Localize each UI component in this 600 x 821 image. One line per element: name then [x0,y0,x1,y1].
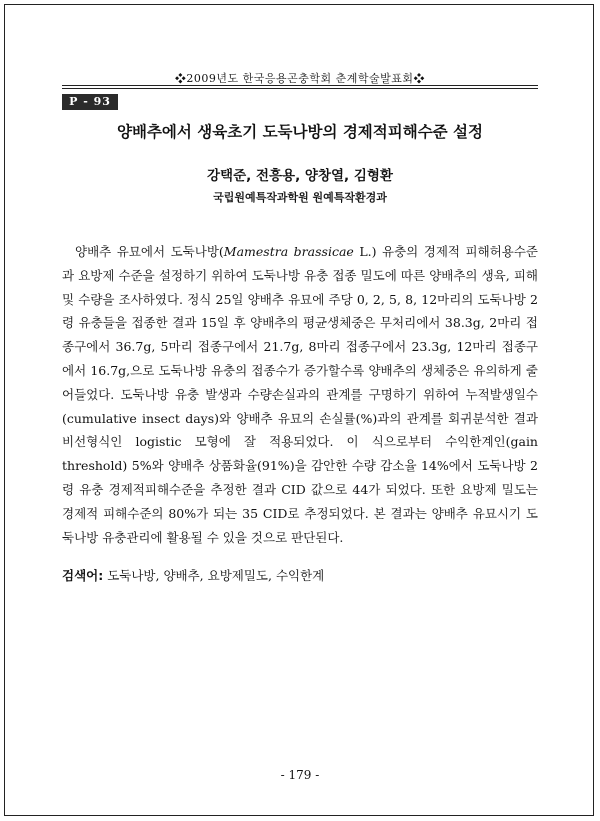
author-list: 강택준, 전흥용, 양창열, 김형환 [207,168,393,184]
paper-number-badge: P - 93 [62,94,118,110]
author-affiliation: 국립원예특작과학원 원예특작환경과 [213,191,387,204]
species-name: Mamestra brassicae [223,244,354,259]
abstract-text-lead: 양배추 유묘에서 도둑나방( [75,244,224,259]
abstract-body [62,240,538,549]
header-rule-top [62,85,538,86]
keywords-label: 검색어: [62,568,104,583]
header-rule-bottom [62,88,538,89]
keywords-text: 도둑나방, 양배추, 요방제밀도, 수익한계 [103,568,325,583]
conference-header: ❖2009년도 한국응용곤충학회 춘계학술발표회❖ [174,72,426,85]
paper-title: 양배추에서 생육초기 도둑나방의 경제적피해수준 설정 [117,123,483,141]
page-number: - 179 - [280,768,320,782]
abstract-text-main: L.) 유충의 경제적 피해허용수준과 요방제 수준을 설정하기 위하여 도둑나방 유충 접종 밀도에 따른 양배추의 생육, 피해 및 수량을 조사하였다. 정식 25일 양배추 유묘에 주당 0, 2, 5, 8, 12마리의 도둑나방 2령 유충들을 접종한 결과 15일 후 양배추의 평균생체중은 무처리에서 38.3g, 2마리 접종구에서 36.7g, 5마리 접종구에서 21.7g, 8마리 접종구에서 23.3g, 12마리 접종구에서 16.7g,으로 도둑나방 유충의 접종수가 증가할수록 양배추의 생체중은 유의하게 줄어들었다. 도둑나방 유충 발생과 수량손실과의 관계를 구명하기 위하여 누적발생일수(cumulative insect days)와 양배추 유묘의 손실률(%)과의 관계를 회귀분석한 결과 비선형식인 logistic 모형에 잘 적용되었다. 이 식으로부터 수익한계인(gain threshold) 5%와 양배추 상품화율(91%)을 감안한 수량 감소율 14%에서 도둑나방 2령 유충 경제적피해수준을 추정한 결과 CID 값으로 44가 되었다. 또한 요방제 밀도는 경제적 피해수준의 80%가 되는 35 CID로 추정되었다. 본 결과는 양배추 유묘시기 도둑나방 유충관리에 활용될 수 있을 것으로 판단된다. [62,244,538,545]
keywords-line [62,566,538,584]
